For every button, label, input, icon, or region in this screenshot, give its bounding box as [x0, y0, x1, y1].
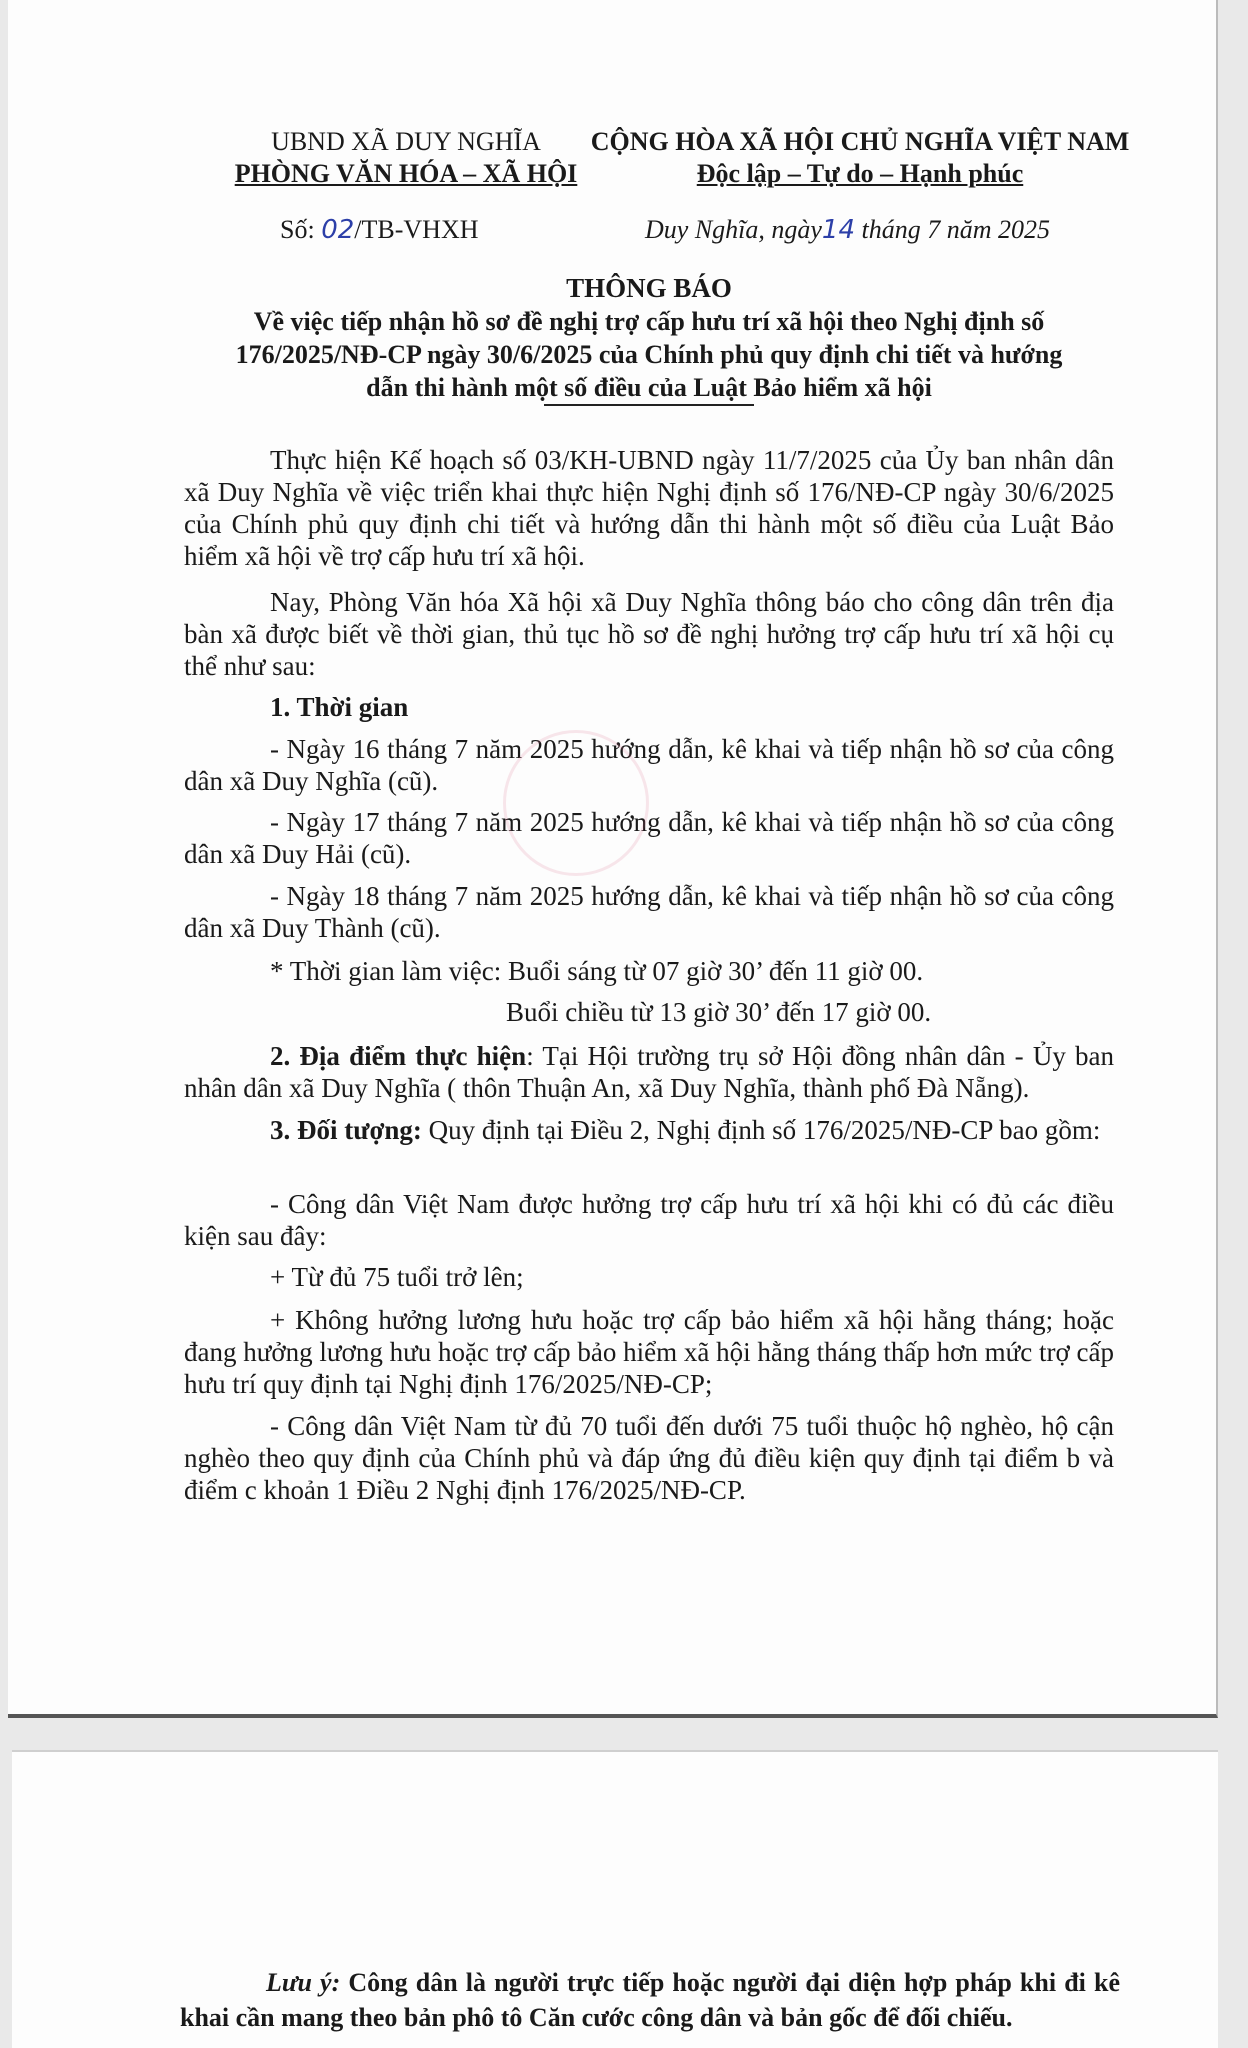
number-prefix: Số: [280, 215, 322, 244]
handwritten-number: 02 [321, 215, 355, 245]
section-1-item-1: - Ngày 16 tháng 7 năm 2025 hướng dẫn, kê khai và tiếp nhận hồ sơ của công dân xã Duy Nghĩa (cũ). [184, 734, 1114, 796]
org-name [226, 126, 586, 190]
date-prefix: Duy Nghĩa, ngày [645, 215, 822, 244]
org-line-1: UBND XÃ DUY NGHĨA [271, 127, 541, 156]
section-1-item-3: - Ngày 18 tháng 7 năm 2025 hướng dẫn, kê khai và tiếp nhận hồ sơ của công dân xã Duy Thành (cũ). [184, 881, 1114, 943]
section-2-label: 2. Địa điểm thực hiện [270, 1041, 527, 1071]
work-hours-morning: * Thời gian làm việc: Buổi sáng từ 07 giờ 30’ đến 11 giờ 00. [270, 956, 924, 986]
condition-1: + Từ đủ 75 tuổi trở lên; [270, 1262, 524, 1292]
note-paragraph [180, 1965, 1120, 2035]
org-line-2: PHÒNG VĂN HÓA – XÃ HỘI [234, 159, 578, 188]
document-page-1 [8, 0, 1218, 1718]
date-suffix: tháng 7 năm 2025 [855, 215, 1051, 244]
title-line-1: Về việc tiếp nhận hồ sơ đề nghị trợ cấp hưu trí xã hội theo Nghị định số [253, 307, 1045, 336]
document-number [280, 214, 479, 246]
document-title [184, 272, 1114, 404]
section-3 [184, 1114, 1114, 1146]
title-line-3: dẫn thi hành một số điều của Luật Bảo hiểm xã hội [366, 373, 932, 402]
note-text: Công dân là người trực tiếp hoặc người đại diện hợp pháp khi đi kê khai cần mang theo bản phô tô Căn cước công dân và bản gốc để đối chiếu. [180, 1968, 1120, 2032]
section-3-item-2: - Công dân Việt Nam từ đủ 70 tuổi đến dưới 75 tuổi thuộc hộ nghèo, hộ cận nghèo theo quy định của Chính phủ và đáp ứng đủ điều kiện quy định tại điểm b và điểm c khoản 1 Điều 2 Nghị định 176/2025/NĐ-CP. [184, 1411, 1114, 1505]
title-line-2: 176/2025/NĐ-CP ngày 30/6/2025 của Chính phủ quy định chi tiết và hướng [235, 340, 1063, 369]
nation-line-2: Độc lập – Tự do – Hạnh phúc [696, 159, 1024, 188]
title-main: THÔNG BÁO [566, 273, 732, 303]
title-underline [544, 404, 754, 406]
section-3-text: Quy định tại Điều 2, Nghị định số 176/2025/NĐ-CP bao gồm: [421, 1115, 1101, 1145]
note-label: Lưu ý: [266, 1968, 341, 1997]
intro-paragraph-1: Thực hiện Kế hoạch số 03/KH-UBND ngày 11/7/2025 của Ủy ban nhân dân xã Duy Nghĩa về việc triển khai thực hiện Nghị định số 176/NĐ-CP ngày 30/6/2025 của Chính phủ quy định chi tiết và hướng dẫn thi hành một số điều của Luật Bảo hiểm xã hội về trợ cấp hưu trí xã hội. [184, 445, 1114, 571]
section-1-item-2: - Ngày 17 tháng 7 năm 2025 hướng dẫn, kê khai và tiếp nhận hồ sơ của công dân xã Duy Hải (cũ). [184, 807, 1114, 869]
work-hours-afternoon: Buổi chiều từ 13 giờ 30’ đến 17 giờ 00. [506, 997, 932, 1027]
section-1-heading: 1. Thời gian [270, 692, 409, 722]
section-2 [184, 1040, 1114, 1104]
handwritten-day: 14 [821, 215, 856, 245]
section-3-item-1: - Công dân Việt Nam được hưởng trợ cấp hưu trí xã hội khi có đủ các điều kiện sau đây: [184, 1189, 1114, 1251]
nation-line-1: CỘNG HÒA XÃ HỘI CHỦ NGHĨA VIỆT NAM [590, 127, 1130, 156]
condition-2: + Không hưởng lương hưu hoặc trợ cấp bảo hiểm xã hội hằng tháng; hoặc đang hưởng lương hưu hoặc trợ cấp bảo hiểm xã hội hằng tháng thấp hơn mức trợ cấp hưu trí quy định tại Nghị định 176/2025/NĐ-CP; [184, 1305, 1114, 1399]
national-heading [580, 126, 1140, 190]
document-date [645, 214, 1050, 246]
section-3-label: 3. Đối tượng: [270, 1115, 422, 1145]
section-2-text: : Tại Hội trường trụ sở Hội đồng nhân dân - Ủy ban nhân dân xã Duy Nghĩa ( thôn Thuận An, xã Duy Nghĩa, thành phố Đà Nẵng). [184, 1041, 1114, 1103]
number-suffix: /TB-VHXH [354, 215, 479, 244]
intro-paragraph-2: Nay, Phòng Văn hóa Xã hội xã Duy Nghĩa thông báo cho công dân trên địa bàn xã được biết về thời gian, thủ tục hồ sơ đề nghị hưởng trợ cấp hưu trí xã hội cụ thể như sau: [184, 587, 1114, 681]
